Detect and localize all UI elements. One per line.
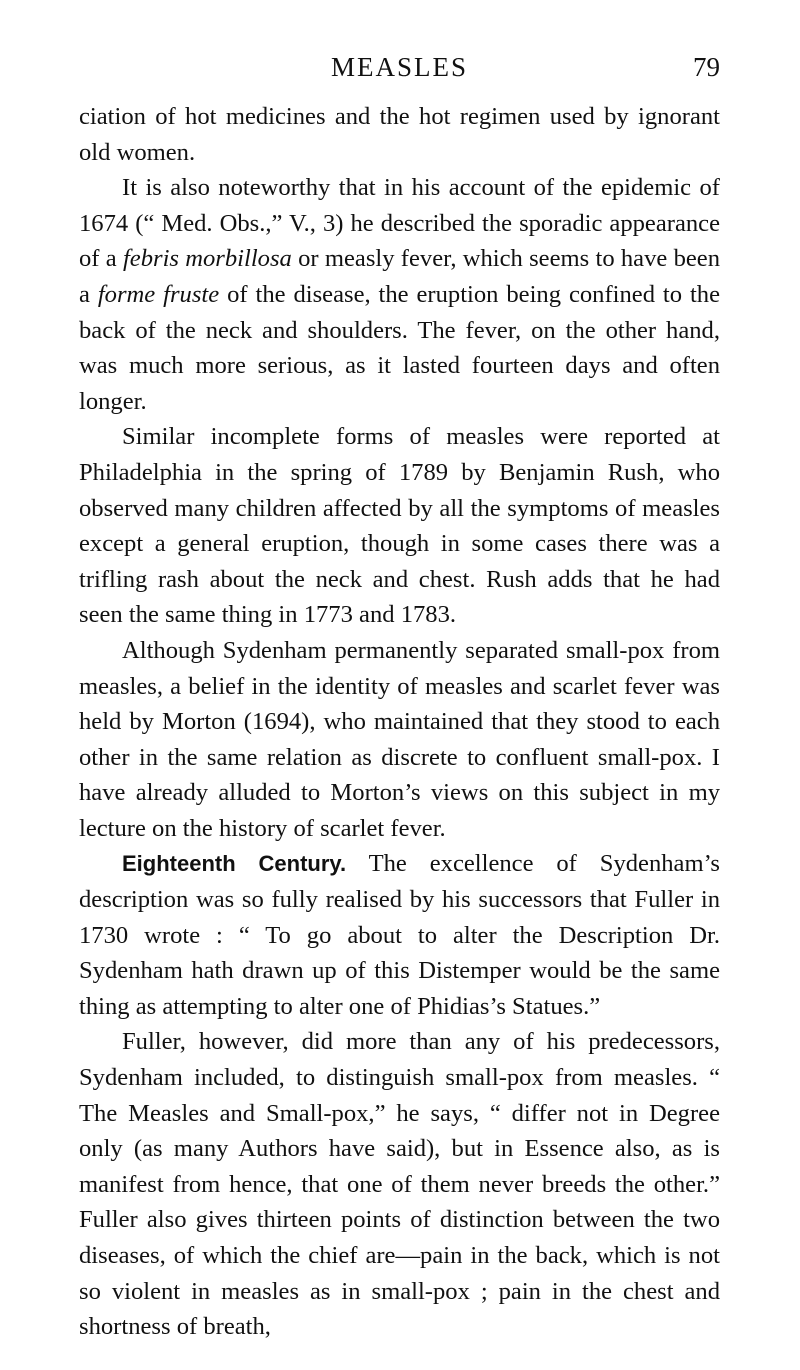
italic-term-forme-fruste: forme fruste xyxy=(97,280,220,308)
paragraph-text: ciation of hot medicines and the hot regimen used by ignorant old women. xyxy=(79,103,720,166)
paragraph-text: It is also noteworthy that in his account of the epidemic of 1674 (“ Med. Obs.,” V., 3) he described the sporadic appearance of a xyxy=(79,174,720,273)
paragraph-fuller xyxy=(79,1024,720,1344)
paragraph-philadelphia xyxy=(79,419,720,633)
paragraph-text: Similar incomplete forms of measles were reported at Philadelphia in the spring of 1789 by Benjamin Rush, who observed many children affected by all the symptoms of measles except a general eruption, though in some cases there was a trifling rash about the neck and chest. Rush adds that he had seen the same thing in 1773 and 1783. xyxy=(79,423,720,629)
paragraph-epidemic-1674 xyxy=(79,170,720,419)
paragraph-text: Fuller, however, did more than any of his predecessors, Sydenham included, to distinguish small-pox from measles. “ The Measles and Small-pox,” he says, “ differ not in Degree only (as many Authors have said), but in Essence also, as is manifest from hence, that one of them never breeds the other.” Fuller also gives thirteen points of distinction between the two diseases, of which the chief are—pain in the back, which is not so violent in measles as in small-pox ; pain in the chest and shortness of breath, xyxy=(79,1028,720,1341)
running-head xyxy=(79,50,720,84)
section-run-in-heading: Eighteenth Century. xyxy=(122,851,347,877)
paragraph-sydenham-morton xyxy=(79,633,720,847)
paragraph-text: Although Sydenham permanently separated small-pox from measles, a belief in the identity of measles and scarlet fever was held by Morton (1694), who maintained that they stood to each other in the same relation as discrete to confluent small-pox. I have already alluded to Morton’s views on this subject in my lecture on the history of scarlet fever. xyxy=(79,636,720,842)
paragraph-continuation xyxy=(79,99,720,170)
italic-term-febris-morbillosa: febris morbillosa xyxy=(122,245,292,273)
paragraph-text: of the disease, the eruption being confined to the back of the neck and shoulders. The fever, on the other hand, was much more serious, as it lasted fourteen days and often longer. xyxy=(79,280,720,415)
paragraph-eighteenth-century xyxy=(79,846,720,1024)
paragraph-text: The excellence of Sydenham’s description was so fully realised by his successors that Fuller in 1730 wrote : “ To go about to alter the Description Dr. Sydenham hath drawn up of this Distemper would be the same thing as attempting to alter one of Phidias’s Statues.” xyxy=(79,850,720,1020)
paragraph-text: or measly fever, which seems to have been a xyxy=(79,245,721,308)
body-text xyxy=(79,99,720,1345)
running-title: MEASLES xyxy=(330,52,469,82)
page-number: 79 xyxy=(693,52,720,82)
